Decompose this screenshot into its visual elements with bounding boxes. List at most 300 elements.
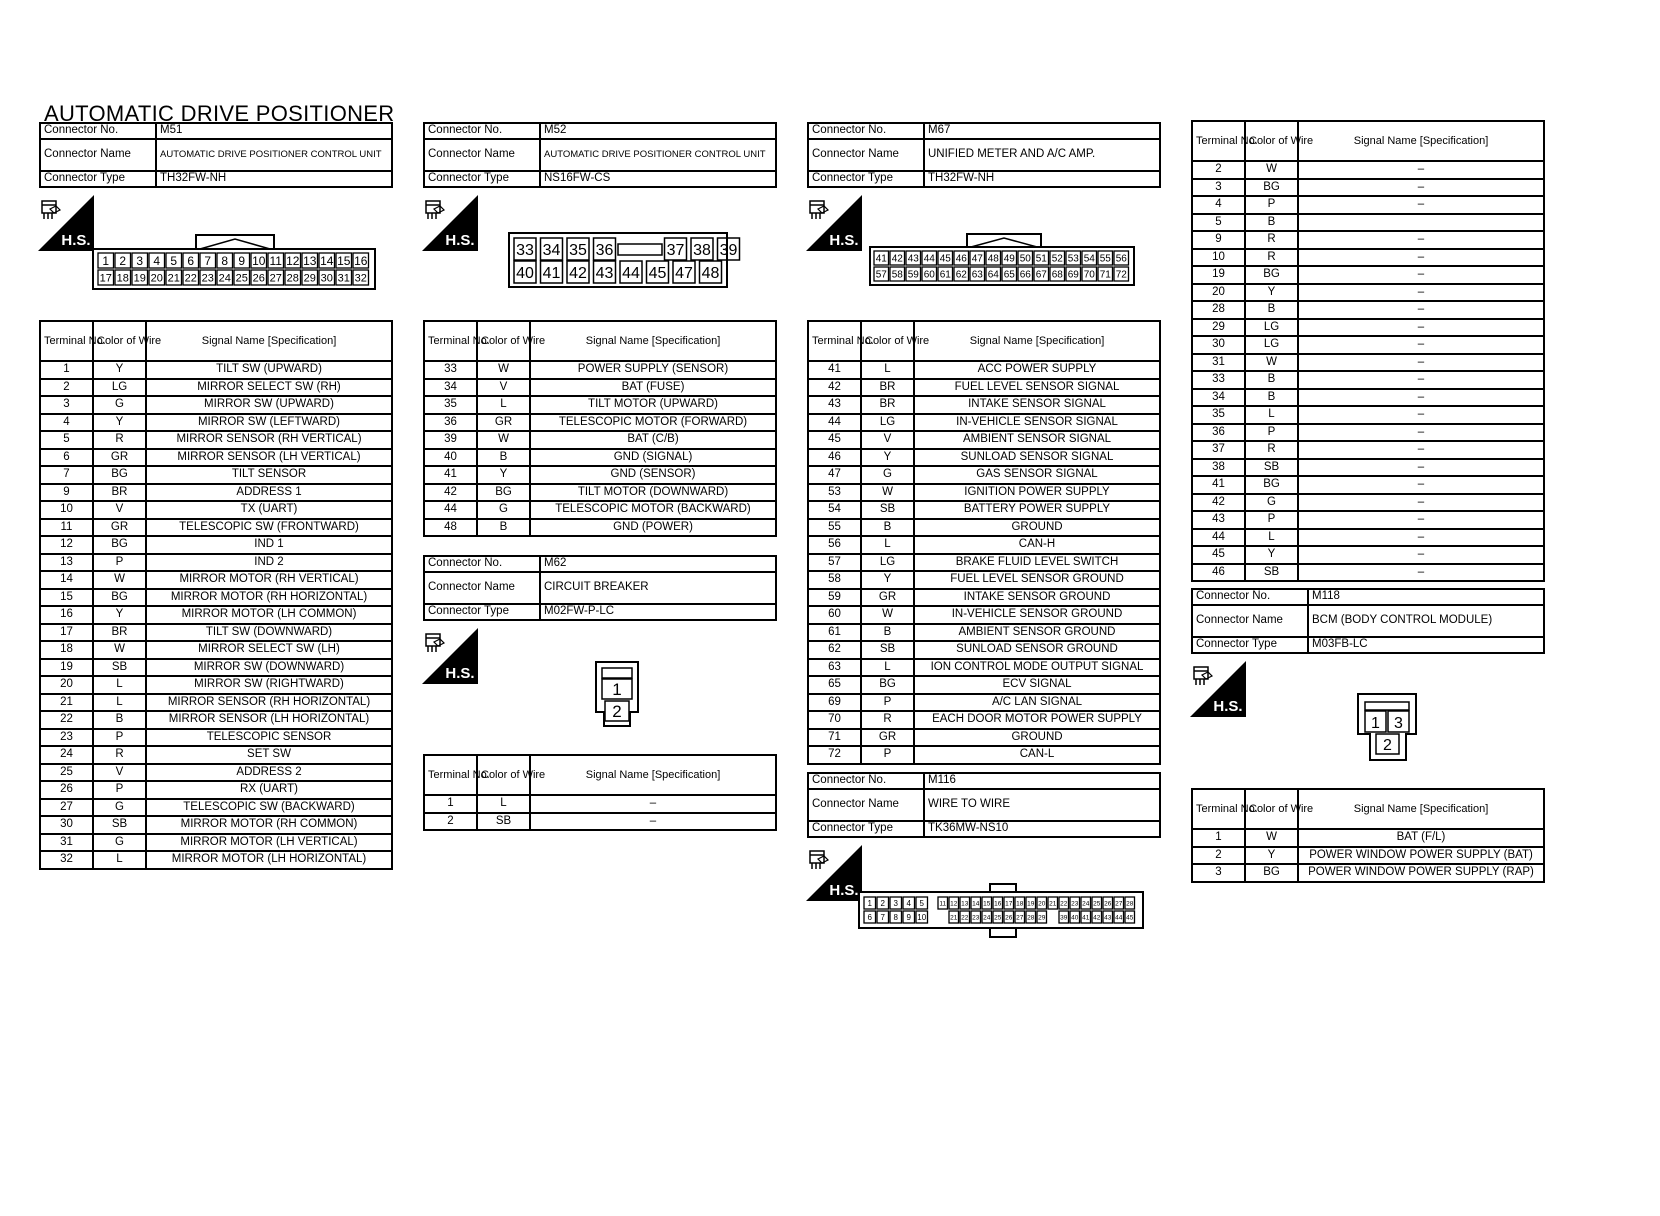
pin-label: 50 (1019, 253, 1031, 265)
table-row (1192, 476, 1544, 494)
wire-color-cell: Y (93, 606, 146, 624)
pin-label: 15 (983, 900, 991, 908)
wire-color-cell: B (861, 519, 914, 537)
terminal-no-cell: 20 (1192, 284, 1245, 302)
wire-color-cell: R (93, 746, 146, 764)
signal-name-cell: MIRROR SENSOR (LH HORIZONTAL) (146, 711, 392, 729)
pin-label: 41 (875, 253, 887, 265)
wire-color-cell: G (93, 799, 146, 817)
table-row (40, 536, 392, 554)
signal-name-cell: TX (UART) (146, 501, 392, 519)
signal-name-cell: GROUND (914, 519, 1160, 537)
table-row (40, 414, 392, 432)
wire-color-cell: BG (1245, 266, 1298, 284)
wire-color-cell: LG (861, 414, 914, 432)
pin-label: 11 (939, 900, 947, 908)
pin-label: 63 (971, 269, 983, 281)
table-row (1192, 336, 1544, 354)
pin-label: 27 (1115, 900, 1123, 908)
signal-name-cell: BAT (F/L) (1298, 829, 1544, 847)
table-row (40, 501, 392, 519)
pin-label: 26 (1005, 914, 1013, 922)
wire-color-cell: W (861, 484, 914, 502)
signal-name-cell: – (1298, 546, 1544, 564)
terminal-no-cell: 35 (1192, 406, 1245, 424)
wire-color-cell: BG (93, 536, 146, 554)
terminal-no-cell: 54 (808, 501, 861, 519)
wire-color-cell: L (1245, 529, 1298, 547)
pin-label: 41 (1082, 914, 1090, 922)
table-row (1192, 829, 1544, 847)
pin-label: 41 (542, 265, 561, 282)
pin-label: 30 (320, 272, 333, 285)
pin-label: 39 (1060, 914, 1068, 922)
signal-name-cell: GND (SIGNAL) (530, 449, 776, 467)
table-row (808, 431, 1160, 449)
connector-m118-face (1356, 692, 1420, 762)
pin-label: 67 (1035, 269, 1047, 281)
terminal-no-cell: 45 (808, 431, 861, 449)
table-row (1192, 494, 1544, 512)
terminal-table-m51: Terminal No. Color of Wire Signal Name [Specification] 1 Y TILT SW (UPWARD) 2 LG MIRROR SELECT SW (RH) 3 G MIRROR SW (UPWARD) 4 Y MIRROR SW (LEFTWARD) 5 R MIRROR SENSOR (RH VERTICAL) 6 GR MIRROR SENSOR (LH VERTICAL) 7 BG TILT SENSOR 9 BR ADDRESS 1 10 V TX (UART) 11 GR TELESCOPIC SW (FRONTWARD) 12 BG IND 1 13 P IND 2 14 W MIRROR MOTOR (RH VERTICAL) 15 BG MIRROR MOTOR (RH HORIZONTAL) 16 Y MIRROR MOTOR (LH COMMON) 17 BR TILT SW (DOWNWARD) 18 W MIRROR SELECT SW (LH) 19 SB MIRROR SW (DOWNWARD) 20 L MIRROR SW (RIGHTWARD) 21 L MIRROR SENSOR (RH HORIZONTAL) 22 B MIRROR SENSOR (LH HORIZONTAL) 23 P TELESCOPIC SENSOR 24 R SET SW 25 V ADDRESS 2 26 P RX (UART) 27 G TELESCOPIC SW (BACKWARD) 30 SB MIRROR MOTOR (RH COMMON) 31 G MIRROR MOTOR (LH VERTICAL) 32 L MIRROR MOTOR (LH HORIZONTAL) (39, 320, 393, 870)
terminal-no-cell: 20 (40, 676, 93, 694)
signal-name-cell: – (1298, 336, 1544, 354)
signal-name-cell: MIRROR MOTOR (RH VERTICAL) (146, 571, 392, 589)
signal-name-cell: BAT (C/B) (530, 431, 776, 449)
table-row (1192, 441, 1544, 459)
terminal-no-cell: 34 (424, 379, 477, 397)
signal-name-cell: TILT SW (UPWARD) (146, 361, 392, 379)
wire-color-cell: B (861, 624, 914, 642)
table-row (40, 624, 392, 642)
pin-label: 16 (994, 900, 1002, 908)
terminal-no-cell: 13 (40, 554, 93, 572)
pin-label: 23 (1071, 900, 1079, 908)
pin-label: 4 (906, 898, 911, 908)
signal-name-cell: IN-VEHICLE SENSOR SIGNAL (914, 414, 1160, 432)
pin-label: 8 (893, 912, 898, 922)
wire-color-cell: BR (93, 484, 146, 502)
table-row (40, 396, 392, 414)
wire-color-cell: P (1245, 424, 1298, 442)
table-row (1192, 529, 1544, 547)
terminal-no-cell: 5 (1192, 214, 1245, 232)
terminal-no-cell: 4 (1192, 196, 1245, 214)
table-row (424, 795, 776, 813)
wire-color-cell: Y (861, 571, 914, 589)
signal-name-cell: FUEL LEVEL SENSOR GROUND (914, 571, 1160, 589)
wire-color-cell: L (1245, 406, 1298, 424)
wire-color-cell: LG (861, 554, 914, 572)
pin-label: 6 (867, 912, 872, 922)
terminal-no-cell: 72 (808, 746, 861, 764)
terminal-no-cell: 15 (40, 589, 93, 607)
signal-name-cell: MIRROR SW (UPWARD) (146, 396, 392, 414)
terminal-no-cell: 9 (40, 484, 93, 502)
signal-name-cell: – (1298, 196, 1544, 214)
signal-name-cell (1298, 214, 1544, 232)
pin-label: 72 (1115, 269, 1127, 281)
wire-color-cell: W (1245, 354, 1298, 372)
terminal-no-cell: 40 (424, 449, 477, 467)
connector-m62-face (594, 660, 642, 728)
terminal-no-cell: 23 (40, 729, 93, 747)
signal-name-cell: – (530, 795, 776, 813)
terminal-no-cell: 5 (40, 431, 93, 449)
signal-name-cell: TILT MOTOR (UPWARD) (530, 396, 776, 414)
terminal-no-cell: 46 (1192, 564, 1245, 582)
pin-label: 22 (1060, 900, 1068, 908)
table-row (40, 379, 392, 397)
wire-color-cell: L (93, 851, 146, 869)
signal-name-cell: TILT SW (DOWNWARD) (146, 624, 392, 642)
pin-label: 42 (1093, 914, 1101, 922)
table-row (40, 571, 392, 589)
terminal-no-cell: 4 (40, 414, 93, 432)
table-row (424, 396, 776, 414)
pin-label: 9 (238, 253, 246, 268)
terminal-no-cell: 1 (424, 795, 477, 813)
table-row (40, 834, 392, 852)
harness-side-icon (806, 845, 862, 901)
terminal-no-cell: 18 (40, 641, 93, 659)
pin-label: 18 (116, 272, 129, 285)
pin-label: 11 (269, 253, 282, 268)
terminal-no-cell: 42 (424, 484, 477, 502)
wire-color-cell: B (93, 711, 146, 729)
pin-label: 22 (184, 272, 197, 285)
signal-name-cell: – (1298, 406, 1544, 424)
table-row (808, 659, 1160, 677)
terminal-no-cell: 11 (40, 519, 93, 537)
pin-label: 13 (303, 253, 317, 268)
terminal-no-cell: 43 (1192, 511, 1245, 529)
pin-label: 47 (971, 253, 983, 265)
pin-label: 26 (1104, 900, 1112, 908)
pin-label: 1 (867, 898, 872, 908)
pin-label: 2 (880, 898, 885, 908)
terminal-no-cell: 33 (1192, 371, 1245, 389)
terminal-no-cell: 56 (808, 536, 861, 554)
pin-label: 28 (1027, 914, 1035, 922)
pin-label: 44 (622, 265, 640, 282)
signal-name-cell: IN-VEHICLE SENSOR GROUND (914, 606, 1160, 624)
signal-name-cell: TELESCOPIC SW (FRONTWARD) (146, 519, 392, 537)
pin-label: 8 (221, 253, 229, 268)
terminal-no-cell: 10 (1192, 249, 1245, 267)
signal-name-cell: TELESCOPIC MOTOR (BACKWARD) (530, 501, 776, 519)
terminal-no-cell: 44 (424, 501, 477, 519)
terminal-no-cell: 35 (424, 396, 477, 414)
wire-color-cell: P (93, 781, 146, 799)
pin-label: 46 (955, 253, 967, 265)
wire-color-cell: Y (1245, 847, 1298, 865)
pin-label: 55 (1099, 253, 1111, 265)
terminal-no-cell: 44 (1192, 529, 1245, 547)
pin-label: 2 (1383, 737, 1392, 754)
signal-name-cell: MIRROR SELECT SW (RH) (146, 379, 392, 397)
table-row (1192, 424, 1544, 442)
table-row (808, 711, 1160, 729)
signal-name-cell: MIRROR SW (RIGHTWARD) (146, 676, 392, 694)
table-row (1192, 864, 1544, 882)
table-row (40, 589, 392, 607)
wire-color-cell: L (477, 396, 530, 414)
pin-label: 17 (1005, 900, 1013, 908)
pin-label: 38 (693, 242, 711, 259)
table-row (808, 449, 1160, 467)
terminal-no-cell: 21 (40, 694, 93, 712)
wire-color-cell: B (1245, 389, 1298, 407)
wire-color-cell: BG (1245, 476, 1298, 494)
terminal-no-cell: 26 (40, 781, 93, 799)
wire-color-cell: V (93, 764, 146, 782)
wire-color-cell: GR (93, 449, 146, 467)
table-row (40, 361, 392, 379)
terminal-no-cell: 43 (808, 396, 861, 414)
wire-color-cell: SB (861, 501, 914, 519)
table-row (808, 624, 1160, 642)
table-row (808, 606, 1160, 624)
terminal-no-cell: 48 (424, 519, 477, 537)
terminal-no-cell: 33 (424, 361, 477, 379)
pin-label: 3 (1394, 715, 1403, 732)
terminal-no-cell: 41 (1192, 476, 1245, 494)
terminal-no-cell: 3 (1192, 179, 1245, 197)
connector-m52-header: Connector No. M52 Connector Name AUTOMATIC DRIVE POSITIONER CONTROL UNIT Connector Type NS16FW-CS (423, 122, 777, 188)
terminal-no-cell: 9 (1192, 231, 1245, 249)
pin-label: 23 (201, 272, 214, 285)
terminal-no-cell: 45 (1192, 546, 1245, 564)
terminal-no-cell: 60 (808, 606, 861, 624)
terminal-no-cell: 25 (40, 764, 93, 782)
wire-color-cell: R (861, 711, 914, 729)
wire-color-cell: B (1245, 301, 1298, 319)
wire-color-cell: Y (93, 361, 146, 379)
wire-color-cell: W (861, 606, 914, 624)
table-row (1192, 231, 1544, 249)
pin-label: 59 (907, 269, 919, 281)
wire-color-cell: V (93, 501, 146, 519)
pin-label: 25 (235, 272, 248, 285)
terminal-no-cell: 44 (808, 414, 861, 432)
signal-name-cell: SUNLOAD SENSOR GROUND (914, 641, 1160, 659)
wire-color-cell: BG (861, 676, 914, 694)
signal-name-cell: – (1298, 249, 1544, 267)
pin-label: 18 (1016, 900, 1024, 908)
signal-name-cell: – (530, 813, 776, 831)
wire-color-cell: SB (93, 816, 146, 834)
pin-label: 58 (891, 269, 903, 281)
terminal-no-cell: 59 (808, 589, 861, 607)
terminal-no-cell: 41 (424, 466, 477, 484)
table-row (1192, 511, 1544, 529)
table-row (1192, 179, 1544, 197)
pin-label: 12 (286, 253, 300, 268)
wire-color-cell: G (477, 501, 530, 519)
wire-color-cell: W (477, 431, 530, 449)
pin-label: 3 (136, 253, 144, 268)
terminal-no-cell: 65 (808, 676, 861, 694)
table-row (1192, 389, 1544, 407)
pin-label: 14 (972, 900, 980, 908)
signal-name-cell: BATTERY POWER SUPPLY (914, 501, 1160, 519)
signal-name-cell: TELESCOPIC MOTOR (FORWARD) (530, 414, 776, 432)
table-row (1192, 249, 1544, 267)
table-row (808, 746, 1160, 764)
terminal-no-cell: 2 (424, 813, 477, 831)
signal-name-cell: GND (SENSOR) (530, 466, 776, 484)
wire-color-cell: GR (861, 729, 914, 747)
table-row (1192, 371, 1544, 389)
terminal-no-cell: 19 (1192, 266, 1245, 284)
terminal-no-cell: 36 (424, 414, 477, 432)
signal-name-cell: CAN-H (914, 536, 1160, 554)
table-row (424, 501, 776, 519)
pin-label: 22 (961, 914, 969, 922)
pin-label: 34 (542, 242, 561, 259)
signal-name-cell: TILT SENSOR (146, 466, 392, 484)
wire-color-cell: B (1245, 371, 1298, 389)
wire-color-cell: R (93, 431, 146, 449)
table-row (40, 641, 392, 659)
table-row (1192, 284, 1544, 302)
terminal-no-cell: 36 (1192, 424, 1245, 442)
table-row (808, 379, 1160, 397)
table-row (424, 414, 776, 432)
wire-color-cell: P (1245, 196, 1298, 214)
signal-name-cell: ACC POWER SUPPLY (914, 361, 1160, 379)
wire-color-cell: LG (1245, 336, 1298, 354)
table-row (808, 641, 1160, 659)
table-row (424, 519, 776, 537)
wire-color-cell: BG (93, 466, 146, 484)
pin-label: 64 (987, 269, 999, 281)
pin-label: 42 (891, 253, 903, 265)
pin-label: 44 (1115, 914, 1123, 922)
signal-name-cell: – (1298, 476, 1544, 494)
table-row (40, 729, 392, 747)
table-row (808, 554, 1160, 572)
pin-label: 69 (1067, 269, 1079, 281)
wire-color-cell: P (861, 694, 914, 712)
table-row (808, 484, 1160, 502)
terminal-no-cell: 2 (1192, 847, 1245, 865)
signal-name-cell: ADDRESS 1 (146, 484, 392, 502)
table-row (40, 694, 392, 712)
signal-name-cell: POWER WINDOW POWER SUPPLY (RAP) (1298, 864, 1544, 882)
table-row (424, 466, 776, 484)
page-title: AUTOMATIC DRIVE POSITIONER (44, 101, 395, 126)
signal-name-cell: – (1298, 319, 1544, 337)
pin-label: 66 (1019, 269, 1031, 281)
table-row (40, 764, 392, 782)
connector-m116-face (858, 882, 1146, 940)
pin-label: 31 (337, 272, 350, 285)
terminal-no-cell: 37 (1192, 441, 1245, 459)
wire-color-cell: G (93, 834, 146, 852)
pin-label: 42 (569, 265, 587, 282)
signal-name-cell: MIRROR MOTOR (RH COMMON) (146, 816, 392, 834)
wire-color-cell: L (861, 659, 914, 677)
signal-name-cell: POWER SUPPLY (SENSOR) (530, 361, 776, 379)
wire-color-cell: B (1245, 214, 1298, 232)
signal-name-cell: AMBIENT SENSOR SIGNAL (914, 431, 1160, 449)
terminal-no-cell: 63 (808, 659, 861, 677)
table-row (808, 361, 1160, 379)
wire-color-cell: V (861, 431, 914, 449)
table-row (1192, 161, 1544, 179)
table-row (424, 813, 776, 831)
table-row (40, 449, 392, 467)
table-row (1192, 301, 1544, 319)
pin-label: 53 (1067, 253, 1079, 265)
signal-name-cell: – (1298, 161, 1544, 179)
table-row (808, 729, 1160, 747)
terminal-no-cell: 27 (40, 799, 93, 817)
terminal-no-cell: 24 (40, 746, 93, 764)
terminal-table-m116: Terminal No. Color of Wire Signal Name [Specification] 2 W – 3 BG – 4 P – 5 B 9 R – 10 R – 19 BG – 20 Y – 28 B – 29 LG – 30 LG – 31 W – 33 B – 34 B – 35 L – 36 P – 37 R – 38 SB – 41 BG – 42 G – 43 P – 44 L – 45 Y – 46 SB – (1191, 120, 1545, 582)
pin-label: 27 (1016, 914, 1024, 922)
signal-name-cell: – (1298, 389, 1544, 407)
pin-label: 62 (955, 269, 967, 281)
signal-name-cell: AMBIENT SENSOR GROUND (914, 624, 1160, 642)
pin-label: 24 (1082, 900, 1090, 908)
signal-name-cell: IND 1 (146, 536, 392, 554)
pin-label: 29 (1038, 914, 1046, 922)
wire-color-cell: BG (477, 484, 530, 502)
pin-label: 45 (939, 253, 951, 265)
pin-label: 68 (1051, 269, 1063, 281)
terminal-no-cell: 2 (40, 379, 93, 397)
pin-label: 29 (303, 272, 316, 285)
pin-label: 1 (612, 680, 622, 699)
pin-label: 40 (516, 265, 534, 282)
pin-label: 15 (337, 253, 351, 268)
harness-side-icon (1190, 661, 1246, 717)
pin-label: 56 (1115, 253, 1127, 265)
terminal-no-cell: 28 (1192, 301, 1245, 319)
wire-color-cell: W (1245, 161, 1298, 179)
signal-name-cell: INTAKE SENSOR GROUND (914, 589, 1160, 607)
terminal-table-m118: Terminal No. Color of Wire Signal Name [Specification] 1 W BAT (F/L) 2 Y POWER WINDOW POWER SUPPLY (BAT) 3 BG POWER WINDOW POWER SUPPLY (RAP) (1191, 788, 1545, 883)
connector-m51-header: Connector No. M51 Connector Name AUTOMATIC DRIVE POSITIONER CONTROL UNIT Connector Type TH32FW-NH (39, 122, 393, 188)
table-row (424, 449, 776, 467)
pin-label: 1 (1371, 715, 1380, 732)
terminal-no-cell: 3 (1192, 864, 1245, 882)
pin-label: 17 (99, 272, 112, 285)
table-row (424, 484, 776, 502)
pin-label: 7 (880, 912, 885, 922)
wire-color-cell: SB (93, 659, 146, 677)
pin-label: 44 (923, 253, 935, 265)
signal-name-cell: BRAKE FLUID LEVEL SWITCH (914, 554, 1160, 572)
wire-color-cell: G (93, 396, 146, 414)
signal-name-cell: A/C LAN SIGNAL (914, 694, 1160, 712)
wire-color-cell: BG (93, 589, 146, 607)
wire-color-cell: P (1245, 511, 1298, 529)
wire-color-cell: P (93, 554, 146, 572)
table-row (1192, 266, 1544, 284)
wire-color-cell: SB (1245, 459, 1298, 477)
terminal-table-m62: Terminal No. Color of Wire Signal Name [Specification] 1 L – 2 SB – (423, 754, 777, 831)
wire-color-cell: Y (93, 414, 146, 432)
table-row (808, 414, 1160, 432)
pin-label: 2 (612, 702, 622, 721)
wire-color-cell: Y (1245, 546, 1298, 564)
signal-name-cell: – (1298, 459, 1544, 477)
signal-name-cell: – (1298, 301, 1544, 319)
